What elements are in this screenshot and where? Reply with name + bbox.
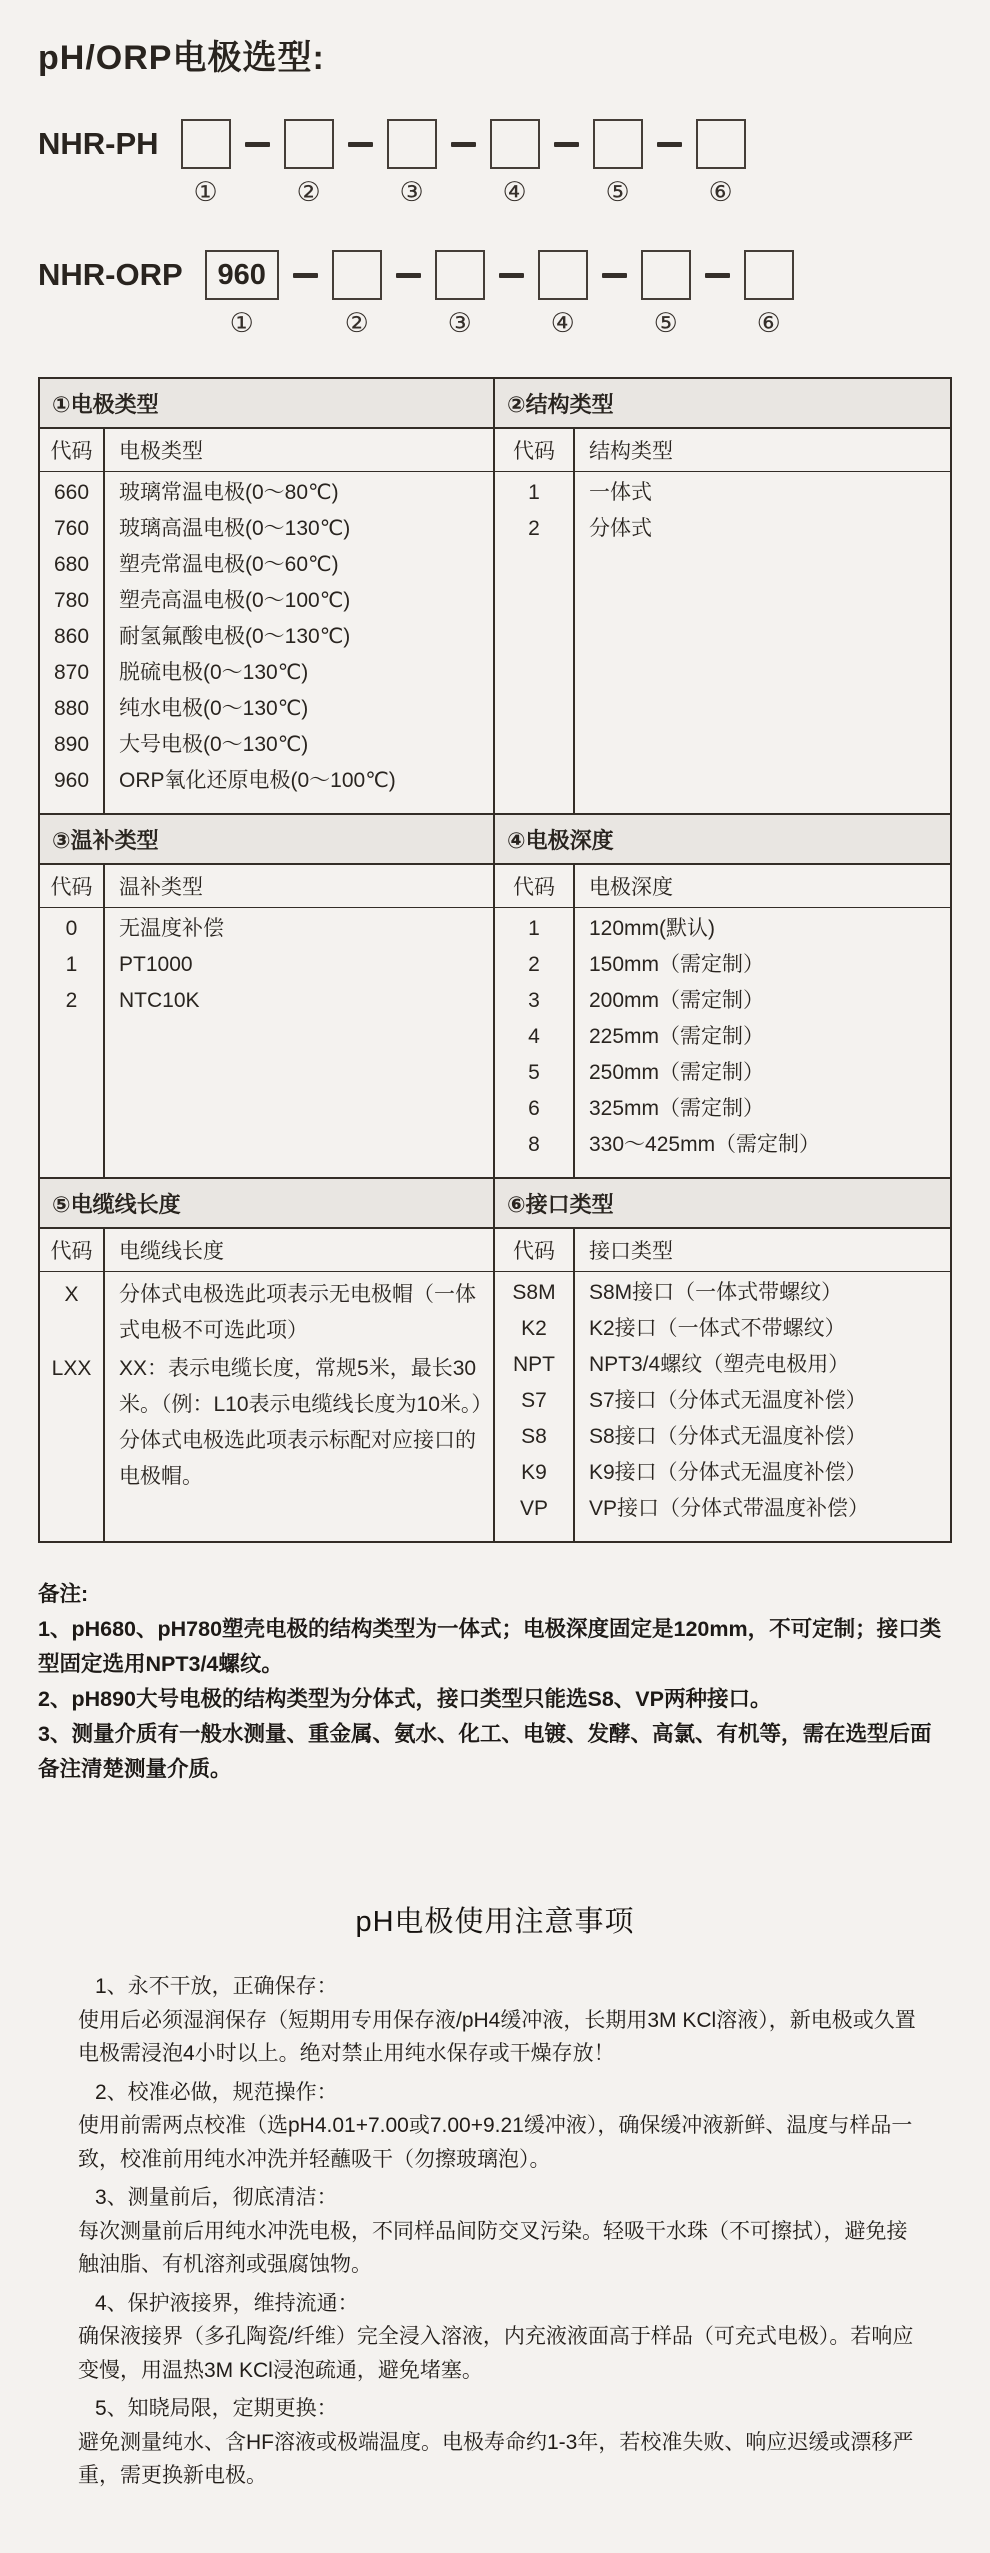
cell-desc: 一体式	[589, 481, 652, 504]
cell-code: 760	[53, 517, 90, 540]
dash-separator	[554, 142, 579, 147]
model-label: NHR-PH	[38, 126, 159, 161]
cell-desc: 150mm（需定制）	[589, 953, 765, 976]
cell-desc: 无温度补偿	[119, 917, 224, 940]
notes-section	[38, 1577, 952, 1787]
model-digit-unit	[387, 119, 437, 206]
model-row-nhr-ph	[38, 119, 952, 206]
position-number: ④	[550, 308, 575, 338]
dash-separator	[396, 273, 421, 278]
model-digit-box	[593, 119, 643, 169]
dash-separator	[705, 273, 730, 278]
subtable-temp-compensation	[40, 815, 493, 1177]
position-number: ①	[229, 308, 254, 338]
cell-desc: S7接口（分体式无温度补偿）	[589, 1389, 867, 1412]
table-row	[495, 1091, 950, 1127]
model-digit-box	[387, 119, 437, 169]
dash-separator	[293, 273, 318, 278]
table-row	[40, 655, 493, 691]
col-header-desc: 温补类型	[119, 876, 203, 899]
col-header-code: 代码	[513, 1240, 555, 1263]
cell-code: 780	[53, 589, 90, 612]
cell-desc: 耐氢氟酸电极(0～130℃)	[119, 625, 351, 648]
col-header-code: 代码	[50, 440, 93, 463]
table-row	[40, 763, 493, 799]
column-headers	[40, 865, 493, 908]
cell-desc: 大号电极(0～130℃)	[119, 733, 309, 756]
position-number: ⑥	[708, 177, 733, 207]
subtable-structure-type	[493, 379, 950, 813]
column-divider	[573, 1229, 575, 1541]
section-title: ①电极类型	[40, 379, 493, 429]
model-digit-box	[332, 250, 382, 300]
notes-title: 备注:	[38, 1582, 89, 1606]
column-divider	[103, 429, 105, 813]
model-digit-unit	[744, 250, 794, 337]
table-band-2	[40, 813, 950, 1177]
table-row	[40, 947, 493, 983]
col-header-desc: 电极类型	[119, 440, 203, 463]
cell-code: 860	[53, 625, 90, 648]
table-row	[40, 1351, 493, 1495]
precaution-body: 确保液接界（多孔陶瓷/纤维）完全浸入溶液，内充液液面高于样品（可充式电极）。若响应变慢，用温热3M KCl浸泡疏通，避免堵塞。	[78, 2325, 914, 2382]
cell-desc: PT1000	[119, 953, 193, 976]
note-line: 2、pH890大号电极的结构类型为分体式，接口类型只能选S8、VP两种接口。	[38, 1687, 772, 1711]
section-title: ⑤电缆线长度	[40, 1179, 493, 1229]
table-row	[495, 1311, 950, 1347]
table-row	[495, 1347, 950, 1383]
cell-code: 870	[53, 661, 90, 684]
table-row	[40, 547, 493, 583]
col-header-code: 代码	[513, 876, 555, 899]
precautions-title: pH电极使用注意事项	[355, 1906, 635, 1938]
cell-desc: 玻璃高温电极(0～130℃)	[119, 517, 351, 540]
model-row-nhr-orp	[38, 250, 952, 337]
note-line: 1、pH680、pH780塑壳电极的结构类型为一体式；电极深度固定是120mm，不可定制；接口类型固定选用NPT3/4螺纹。	[38, 1617, 942, 1676]
position-number: ⑤	[653, 308, 678, 338]
position-number: ②	[296, 177, 321, 207]
dash-separator	[245, 142, 270, 147]
precaution-body: 避免测量纯水、含HF溶液或极端温度。电极寿命约1-3年，若校准失败、响应迟缓或漂移严重，需更换新电极。	[78, 2430, 914, 2487]
cell-code: S8M	[512, 1281, 556, 1304]
precaution-heading: 1、永不干放，正确保存：	[95, 1975, 338, 1998]
cell-code: X	[64, 1283, 79, 1306]
model-digit-box-960: 960	[205, 250, 279, 300]
model-digit-box	[490, 119, 540, 169]
table-row	[40, 983, 493, 1019]
table-row	[495, 1491, 950, 1527]
dash-separator	[602, 273, 627, 278]
col-header-desc: 电缆线长度	[119, 1240, 224, 1263]
table-row	[40, 583, 493, 619]
position-number: ⑤	[605, 177, 630, 207]
position-number: ②	[344, 308, 369, 338]
table-row	[495, 1419, 950, 1455]
subtable-electrode-type	[40, 379, 493, 813]
model-digit-box	[181, 119, 231, 169]
position-number: ④	[502, 177, 527, 207]
cell-desc: 分体式	[589, 517, 652, 540]
cell-code: VP	[519, 1497, 548, 1520]
table-row	[495, 475, 950, 511]
column-divider	[573, 865, 575, 1177]
position-number: ⑥	[756, 308, 781, 338]
col-header-desc: 接口类型	[589, 1240, 673, 1263]
model-digit-box	[435, 250, 485, 300]
precaution-body: 每次测量前后用纯水冲洗电极，不同样品间防交叉污染。轻吸干水珠（不可擦拭），避免接触油脂、有机溶剂或强腐蚀物。	[78, 2219, 908, 2276]
precaution-body: 使用前需两点校准（选pH4.01+7.00或7.00+9.21缓冲液），确保缓冲液新鲜、温度与样品一致，校准前用纯水冲洗并轻蘸吸干（勿擦玻璃泡）。	[78, 2114, 913, 2171]
model-digit-unit	[641, 250, 691, 337]
table-row	[495, 1127, 950, 1163]
table-row	[495, 511, 950, 547]
cell-code: K2	[521, 1317, 547, 1340]
position-number: ③	[447, 308, 472, 338]
selection-table	[38, 377, 952, 1543]
table-row	[40, 691, 493, 727]
dash-separator	[657, 142, 682, 147]
table-band-3	[40, 1177, 950, 1541]
cell-desc: 250mm（需定制）	[589, 1061, 765, 1084]
cell-code: 6	[528, 1097, 540, 1120]
cell-code: 890	[53, 733, 90, 756]
cell-desc: 塑壳常温电极(0～60℃)	[119, 553, 339, 576]
cell-code: 0	[65, 917, 78, 940]
note-line: 3、测量介质有一般水测量、重金属、氨水、化工、电镀、发酵、高氯、有机等，需在选型后面备注清楚测量介质。	[38, 1722, 932, 1781]
table-row	[40, 911, 493, 947]
table-row	[495, 1055, 950, 1091]
page-title: pH/ORP电极选型:	[38, 39, 325, 77]
col-header-code: 代码	[50, 876, 93, 899]
cell-code: 2	[65, 989, 78, 1012]
cell-code: K9	[521, 1461, 547, 1484]
position-number: ③	[399, 177, 424, 207]
cell-desc: 玻璃常温电极(0～80℃)	[119, 481, 339, 504]
cell-desc: K9接口（分体式无温度补偿）	[589, 1461, 867, 1484]
subtable-electrode-depth	[493, 815, 950, 1177]
table-row	[495, 1019, 950, 1055]
cell-desc: 纯水电极(0～130℃)	[119, 697, 309, 720]
table-row	[495, 1275, 950, 1311]
cell-code: NPT	[513, 1353, 555, 1376]
table-row	[40, 727, 493, 763]
cell-desc: 塑壳高温电极(0～100℃)	[119, 589, 351, 612]
model-digit-box	[744, 250, 794, 300]
cell-code: 880	[53, 697, 90, 720]
column-headers	[40, 429, 493, 472]
cell-desc: 120mm(默认)	[589, 917, 716, 940]
model-digit-unit	[332, 250, 382, 337]
cell-desc: 225mm（需定制）	[589, 1025, 765, 1048]
cell-desc: S8M接口（一体式带螺纹）	[589, 1281, 843, 1304]
model-digit-box	[696, 119, 746, 169]
precautions-list	[38, 1970, 952, 2493]
cell-code: 2	[528, 517, 540, 540]
col-header-code: 代码	[50, 1240, 93, 1263]
section-title: ④电极深度	[495, 815, 950, 865]
cell-code: S7	[521, 1389, 547, 1412]
dash-separator	[451, 142, 476, 147]
precaution-heading: 2、校准必做，规范操作：	[95, 2080, 338, 2104]
model-label: NHR-ORP	[38, 257, 183, 292]
model-digit-unit	[538, 250, 588, 337]
precaution-heading: 3、测量前后，彻底清洁：	[95, 2186, 338, 2209]
table-row	[495, 947, 950, 983]
section-title: ②结构类型	[495, 379, 950, 429]
cell-code: 1	[528, 481, 540, 504]
subtable-interface-type	[493, 1179, 950, 1541]
col-header-code: 代码	[513, 440, 555, 463]
cell-desc: 脱硫电极(0～130℃)	[119, 661, 309, 684]
cell-desc: K2接口（一体式不带螺纹）	[589, 1317, 846, 1340]
cell-code: 1	[65, 953, 78, 976]
cell-desc: NTC10K	[119, 989, 200, 1012]
cell-code: S8	[521, 1425, 547, 1448]
subtable-cable-length	[40, 1179, 493, 1541]
section-title: ⑥接口类型	[495, 1179, 950, 1229]
cell-desc: VP接口（分体式带温度补偿）	[589, 1497, 870, 1520]
cell-desc: XX：表示电缆长度，常规5米，最长30米。（例：L10表示电缆线长度为10米。）分体式电极选此项表示标配对应接口的电极帽。	[119, 1357, 482, 1488]
cell-code: 680	[53, 553, 90, 576]
cell-desc: 330～425mm（需定制）	[589, 1133, 821, 1156]
cell-desc: NPT3/4螺纹（塑壳电极用）	[589, 1353, 850, 1376]
precaution-body: 使用后必须湿润保存（短期用专用保存液/pH4缓冲液，长期用3M KCl溶液），新电极或久置电极需浸泡4小时以上。绝对禁止用纯水保存或干燥存放！	[78, 2008, 916, 2065]
model-digit-unit	[696, 119, 746, 206]
cell-code: 960	[53, 769, 90, 792]
model-digit-box	[641, 250, 691, 300]
model-digit-unit	[490, 119, 540, 206]
column-headers	[495, 429, 950, 472]
position-number: ①	[193, 177, 218, 207]
cell-code: LXX	[51, 1357, 92, 1380]
table-row	[495, 1455, 950, 1491]
precaution-heading: 4、保护液接界，维持流通：	[95, 2291, 359, 2315]
cell-desc: 325mm（需定制）	[589, 1097, 765, 1120]
table-band-1	[40, 379, 950, 813]
cell-code: 3	[528, 989, 540, 1012]
cell-desc: ORP氧化还原电极(0～100℃)	[119, 769, 396, 792]
cell-code: 1	[528, 917, 540, 940]
dash-separator	[348, 142, 373, 147]
table-row	[495, 1383, 950, 1419]
model-digit-unit	[181, 119, 231, 206]
model-digit-unit	[284, 119, 334, 206]
column-headers	[40, 1229, 493, 1272]
cell-desc: 200mm（需定制）	[589, 989, 765, 1012]
table-row	[40, 511, 493, 547]
column-headers	[495, 1229, 950, 1272]
col-header-desc: 结构类型	[589, 440, 673, 463]
table-row	[40, 475, 493, 511]
cell-desc: 分体式电极选此项表示无电极帽（一体式电极不可选此项）	[119, 1283, 476, 1342]
col-header-desc: 电极深度	[589, 876, 673, 899]
column-divider	[103, 865, 105, 1177]
table-row	[495, 911, 950, 947]
dash-separator	[499, 273, 524, 278]
table-row	[40, 1277, 493, 1349]
column-divider	[103, 1229, 105, 1541]
column-headers	[495, 865, 950, 908]
model-digit-unit	[435, 250, 485, 337]
cell-code: 4	[528, 1025, 540, 1048]
precaution-heading: 5、知晓局限，定期更换：	[95, 2397, 338, 2420]
cell-code: 5	[528, 1061, 540, 1084]
table-row	[495, 983, 950, 1019]
cell-code: 660	[53, 481, 90, 504]
model-digit-box	[284, 119, 334, 169]
cell-code: 2	[528, 953, 540, 976]
section-title: ③温补类型	[40, 815, 493, 865]
cell-desc: S8接口（分体式无温度补偿）	[589, 1425, 867, 1448]
column-divider	[573, 429, 575, 813]
model-digit-unit	[205, 250, 279, 337]
table-row	[40, 619, 493, 655]
cell-code: 8	[528, 1133, 540, 1156]
model-digit-unit	[593, 119, 643, 206]
model-digit-box	[538, 250, 588, 300]
